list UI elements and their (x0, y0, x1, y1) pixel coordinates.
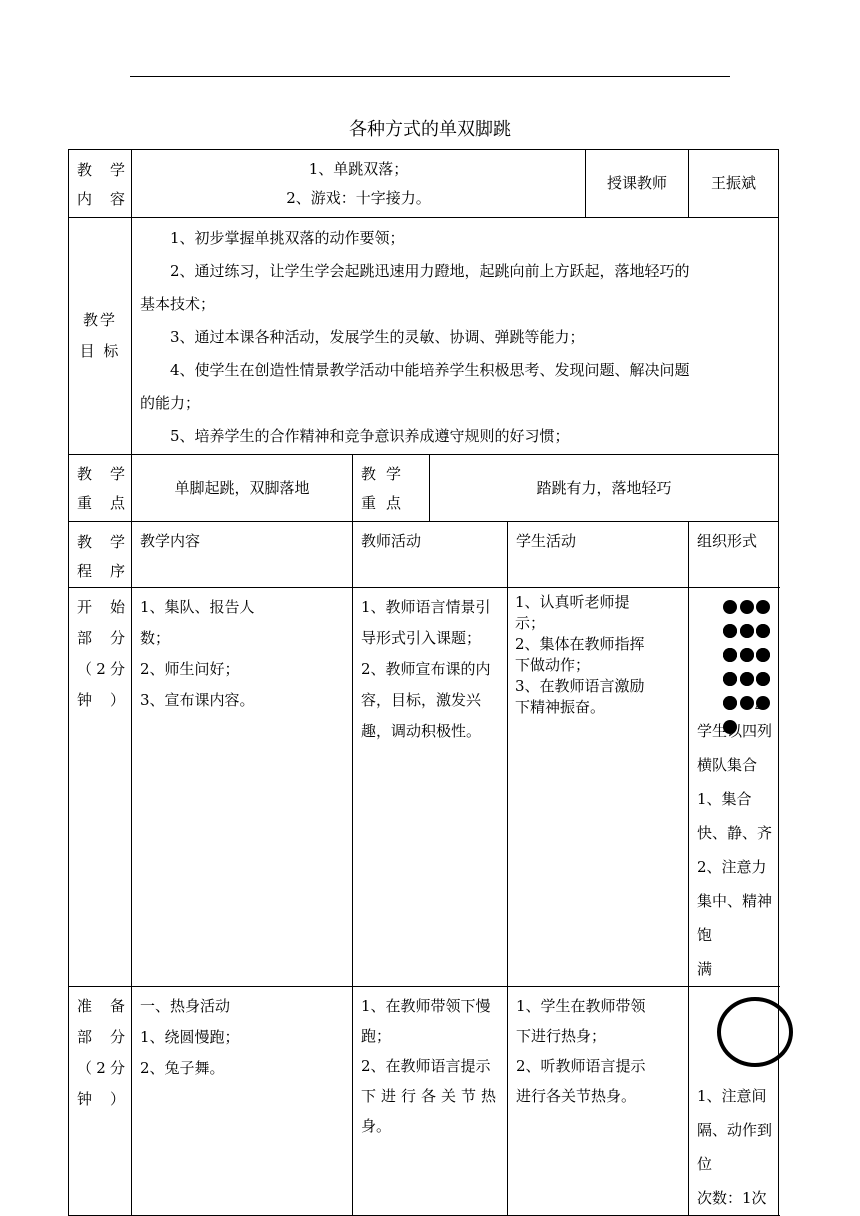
goal-line: 5、培养学生的合作精神和竞争意识养成遵守规则的好习惯； (170, 427, 570, 445)
goals-label: 教学 目 标 (69, 218, 132, 455)
goal-line: 2、通过练习，让学生学会起跳迅速用力蹬地，起跳向前上方跃起，落地轻巧的 (170, 262, 690, 280)
start-organization: △ 学生以四列横队集合 1、集合快、静、齐 2、注意力集中、精神饱 满 (689, 588, 779, 987)
prep-organization: 1、注意间隔、动作到位 次数：1次 (689, 987, 779, 1216)
goal-line: 1、初步掌握单挑双落的动作要领； (170, 229, 405, 247)
lesson-plan-table (68, 149, 779, 1216)
prep-label: 准 备 部 分 （2分 钟） (69, 987, 132, 1216)
student-dot (740, 600, 754, 614)
procedure-label: 教 学 程 序 (69, 522, 132, 588)
student-dot (756, 672, 770, 686)
student-dot (740, 648, 754, 662)
teacher-marker-icon: △ (755, 693, 767, 711)
student-dot (740, 672, 754, 686)
key-points-label: 教 学 重 点 (69, 455, 132, 522)
start-section-row (69, 588, 779, 987)
student-dot (723, 648, 737, 662)
goals-text (132, 218, 779, 455)
formation-diagram (723, 594, 778, 690)
key-points-row (69, 455, 779, 522)
goals-row (69, 218, 779, 455)
start-teacher-activity: 1、教师语言情景引 导形式引入课题； 2、教师宣布课的内 容，目标，激发兴 趣，调动积极性。 (353, 588, 508, 987)
student-dot (756, 624, 770, 638)
student-dot (723, 600, 737, 614)
col-org-header: 组织形式 (689, 522, 779, 588)
start-content: 1、集队、报告人 数； 2、师生问好； 3、宣布课内容。 (132, 588, 353, 987)
prep-teacher-activity: 1、在教师带领下慢 跑； 2、在教师语言提示 下进行各关节热 身。 (353, 987, 508, 1216)
page-title: 各种方式的单双脚跳 (349, 119, 511, 140)
teacher-name: 王振斌 (689, 150, 779, 218)
content-label: 教 学 内 容 (69, 150, 132, 218)
running-circle-icon (717, 997, 793, 1067)
content-items: 1、单跳双落； 2、游戏：十字接力。 (132, 150, 586, 218)
student-dot (723, 696, 737, 710)
student-dot (723, 672, 737, 686)
student-dot (756, 600, 770, 614)
prep-student-activity: 1、学生在教师带领 下进行热身； 2、听教师语言提示 进行各关节热身。 (508, 987, 689, 1216)
goal-line: 3、通过本课各种活动，发展学生的灵敏、协调、弹跳等能力； (170, 328, 585, 346)
prep-content: 一、热身活动 1、绕圆慢跑； 2、兔子舞。 (132, 987, 353, 1216)
goal-line: 基本技术； (140, 295, 216, 313)
col-student-header: 学生活动 (508, 522, 689, 588)
goal-line: 的能力； (140, 394, 201, 412)
key-points-label-2: 教 学 重 点 (353, 455, 430, 522)
col-teacher-header: 教师活动 (353, 522, 508, 588)
student-dot (740, 624, 754, 638)
procedure-header-row (69, 522, 779, 588)
content-row (69, 150, 779, 218)
goal-line: 4、使学生在创造性情景教学活动中能培养学生积极思考、发现问题、解决问题 (170, 361, 690, 379)
start-label: 开 始 部 分 （2分 钟） (69, 588, 132, 987)
teacher-label: 授课教师 (586, 150, 689, 218)
col-content-header: 教学内容 (132, 522, 353, 588)
student-dot (723, 624, 737, 638)
key-point-value-2: 踏跳有力，落地轻巧 (430, 455, 779, 522)
key-point-value: 单脚起跳，双脚落地 (132, 455, 353, 522)
student-dot (756, 648, 770, 662)
start-student-activity: 1、认真听老师提 示； 2、集体在教师指挥 下做动作； 3、在教师语言激励 下精神振奋。 (508, 588, 689, 987)
prep-section-row (69, 987, 779, 1216)
header-rule (130, 76, 730, 77)
student-dot (740, 696, 754, 710)
